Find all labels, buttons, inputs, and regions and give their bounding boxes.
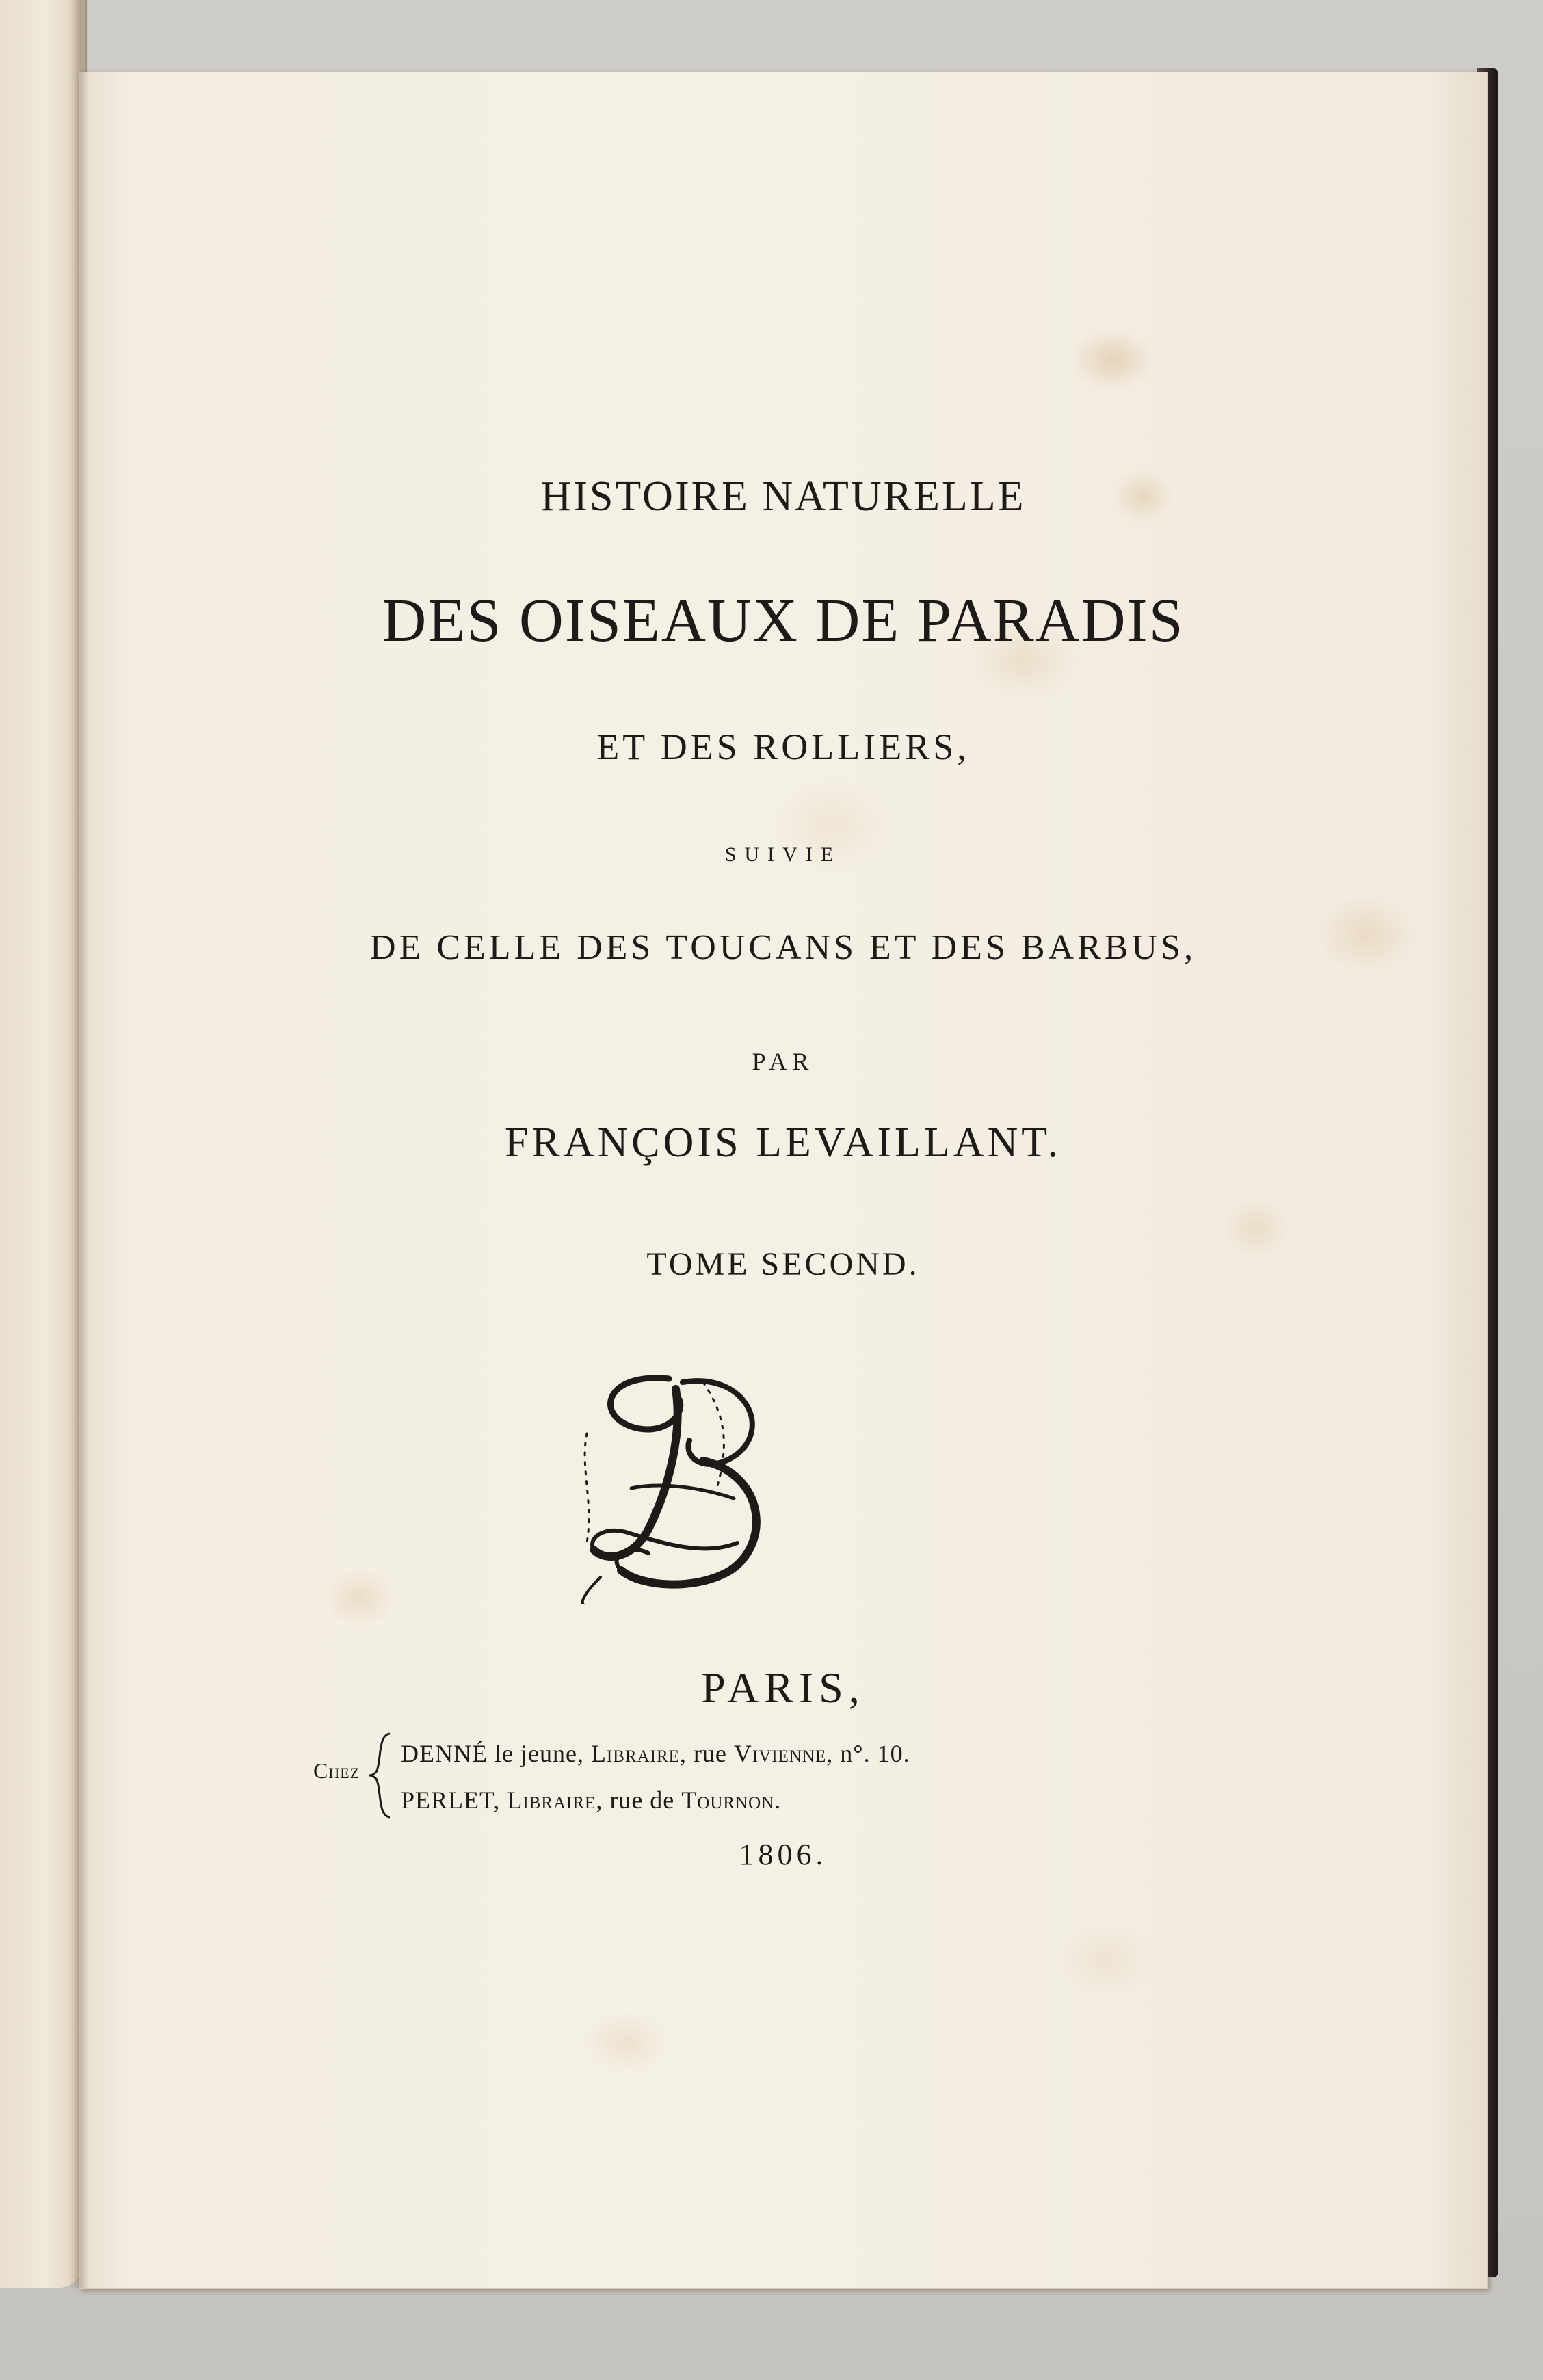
publisher-name-denne: DENNÉ — [401, 1740, 488, 1767]
monogram-ornament-icon — [566, 1351, 785, 1604]
title-line-rolliers: ET DES ROLLIERS, — [596, 726, 970, 767]
imprint-line-perlet — [401, 1786, 781, 1814]
title-line-main: DES OISEAUX DE PARADIS — [382, 587, 1185, 654]
title-line-toucans: DE CELLE DES TOUCANS ET DES BARBUS, — [370, 928, 1196, 967]
imprint1-role: Libraire, — [590, 1740, 687, 1767]
imprint1-text1: le jeune, — [494, 1740, 584, 1767]
title-page — [79, 72, 1488, 2289]
imprint2-street: Tournon. — [681, 1786, 782, 1814]
author-name: FRANÇOIS LEVAILLANT. — [504, 1120, 1062, 1166]
publisher-name-perlet: PERLET, — [401, 1786, 501, 1814]
publication-city: PARIS, — [701, 1663, 865, 1712]
title-line-par: PAR — [752, 1048, 815, 1075]
imprint-line-denne — [401, 1739, 910, 1768]
imprint-chez: Chez — [313, 1758, 360, 1783]
volume-label: TOME SECOND. — [646, 1246, 920, 1282]
title-line-histoire: HISTOIRE NATURELLE — [540, 473, 1026, 520]
page-gutter-shadow — [68, 0, 89, 2288]
imprint2-role: Libraire, — [507, 1786, 603, 1814]
imprint1-street: Vivienne, — [733, 1740, 834, 1767]
imprint1-text2: rue — [693, 1740, 727, 1767]
publication-year: 1806. — [739, 1838, 828, 1871]
imprint2-text: rue de — [609, 1786, 675, 1814]
imprint1-number: n°. 10. — [840, 1740, 910, 1767]
curly-brace-icon — [367, 1731, 394, 1820]
title-line-suivie: SUIVIE — [724, 843, 842, 866]
